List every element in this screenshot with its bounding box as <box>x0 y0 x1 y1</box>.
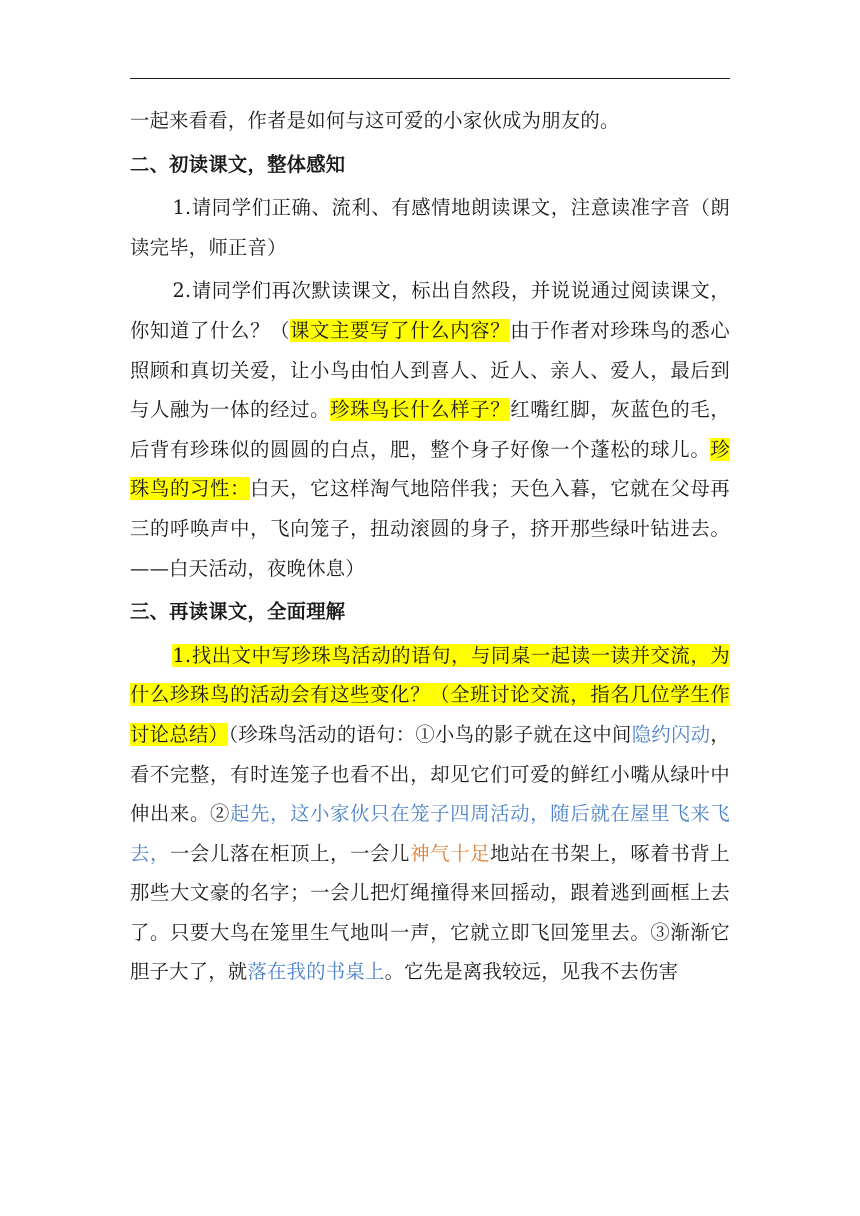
highlight-question-content: 课文主要写了什么内容？ <box>290 318 511 342</box>
paragraph-activity-sentences <box>130 636 730 992</box>
paragraph-first-reading: 1.请同学们正确、流利、有感情地朗读课文，注意读准字音（朗读完毕，师正音） <box>130 196 730 259</box>
highlight-habits-label: 珍珠鸟的习性： <box>130 437 730 501</box>
highlight-question-appearance: 珍珠鸟长什么样子？ <box>330 398 511 422</box>
text-segment: 一会儿落在柜顶上，一会儿 <box>170 841 411 865</box>
text-segment: 地站在书架上，啄着书背上那些大文豪的名字；一会儿把灯绳撞得来回摇动，跟着逃到画框上去了。只要大鸟在笼里生气地叫一声，它就立即飞回笼里去。③渐渐它胆子大了，就 <box>130 841 730 984</box>
paragraph-second-reading <box>130 271 730 588</box>
blue-phrase-desk: 落在我的书桌上 <box>247 960 385 984</box>
intro-sentence: 一起来看看，作者是如何与这可爱的小家伙成为朋友的。 <box>130 109 620 132</box>
blue-phrase-flicker: 隐约闪动 <box>631 722 711 746</box>
text-segment: 白天，它这样淘气地陪伴我；天色入暮，它就在父母再三的呼唤声中，飞向笼子，扭动滚圆的身子，挤开那些绿叶钻进去。——白天活动，夜晚休息） <box>130 477 730 580</box>
text-segment: 由于作者对珍珠鸟的悉心照顾和真切关爱，让小鸟由怕人到喜人、近人、亲人、爱人，最后到与人融为一体的经过。 <box>130 318 730 422</box>
orange-phrase-proud: 神气十足 <box>410 841 491 865</box>
text-segment: （珍珠鸟活动的语句：①小鸟的影子就在这中间 <box>228 722 632 746</box>
text-segment: 红嘴红脚，灰蓝色的毛，后背有珍珠似的圆圆的白点，肥，整个身子好像一个蓬松的球儿。 <box>130 398 730 461</box>
section-heading-2: 二、初读课文，整体感知 <box>130 152 346 176</box>
text-segment: 2.请同学们再次默读课文，标出自然段，并说说通过阅读课文，你知道了什么？（ <box>130 279 730 342</box>
section-heading-3: 三、再读课文，全面理解 <box>130 600 346 624</box>
text-segment: 。它先是离我较远，见我不去伤害 <box>384 960 679 984</box>
header-rule <box>130 78 730 79</box>
blue-phrase-flying: 起先，这小家伙只在笼子四周活动，随后就在屋里飞来飞去， <box>130 802 731 865</box>
highlight-task: 1.找出文中写珍珠鸟活动的语句，与同桌一起读一读并交流，为什么珍珠鸟的活动会有这些变化？（全班讨论交流，指名几位学生作讨论总结） <box>130 643 730 746</box>
text-segment: ，看不完整，有时连笼子也看不出，却见它们可爱的鲜红小嘴从绿叶中伸出来。② <box>130 722 731 826</box>
document-body <box>130 101 730 992</box>
